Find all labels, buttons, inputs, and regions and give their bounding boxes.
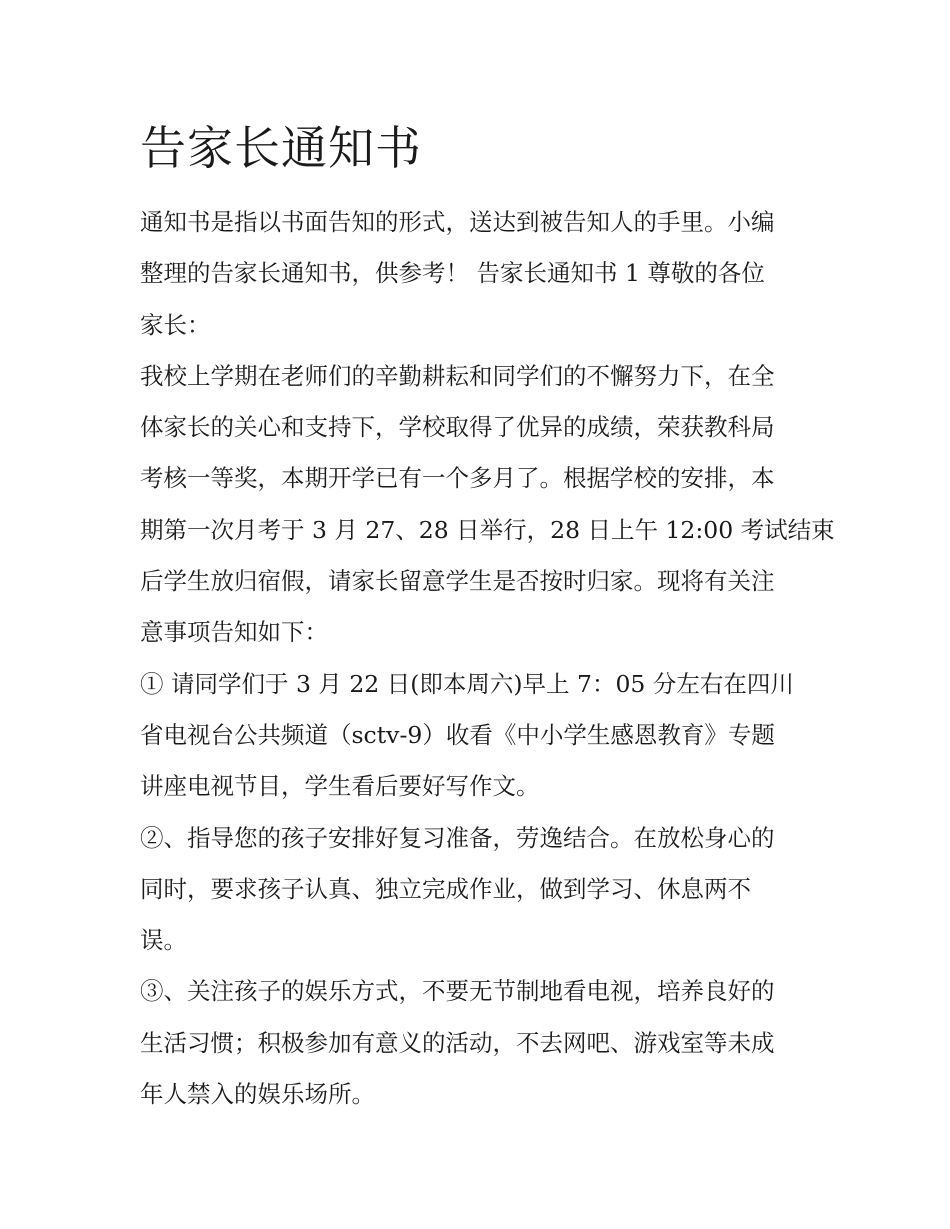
text-line: 期第一次月考于 3 月 27、28 日举行，28 日上午 12:00 考试结束 bbox=[140, 515, 835, 544]
text-line: 考核一等奖，本期开学已有一个多月了。根据学校的安排，本 bbox=[140, 464, 775, 493]
text-line: ① 请同学们于 3 月 22 日(即本周六)早上 7：05 分左右在四川 bbox=[140, 669, 794, 698]
text-line: 生活习惯；积极参加有意义的活动，不去网吧、游戏室等未成 bbox=[140, 1028, 775, 1057]
text-line: ③、关注孩子的娱乐方式，不要无节制地看电视，培养良好的 bbox=[140, 977, 775, 1006]
text-line: 整理的告家长通知书，供参考！ 告家长通知书 1 尊敬的各位 bbox=[140, 259, 765, 288]
text-line: 省电视台公共频道（sctv-9）收看《中小学生感恩教育》专题 bbox=[140, 720, 775, 749]
document-title: 告家长通知书 bbox=[140, 121, 422, 175]
text-line: 讲座电视节目，学生看后要好写作文。 bbox=[140, 772, 540, 801]
text-line: 后学生放归宿假，请家长留意学生是否按时归家。现将有关注 bbox=[140, 567, 775, 596]
text-line: ②、指导您的孩子安排好复习准备，劳逸结合。在放松身心的 bbox=[140, 823, 775, 852]
text-line: 我校上学期在老师们的辛勤耕耘和同学们的不懈努力下，在全 bbox=[140, 361, 775, 390]
text-line: 年人禁入的娱乐场所。 bbox=[140, 1080, 375, 1109]
text-line: 通知书是指以书面告知的形式，送达到被告知人的手里。小编 bbox=[140, 208, 775, 236]
text-line: 家长： bbox=[140, 310, 211, 339]
text-line: 体家长的关心和支持下，学校取得了优异的成绩，荣获教科局 bbox=[140, 413, 775, 442]
text-line: 误。 bbox=[140, 926, 187, 955]
text-line: 意事项告知如下： bbox=[140, 618, 328, 647]
text-line: 同时，要求孩子认真、独立完成作业，做到学习、休息两不 bbox=[140, 874, 751, 903]
document-body bbox=[140, 197, 835, 1120]
